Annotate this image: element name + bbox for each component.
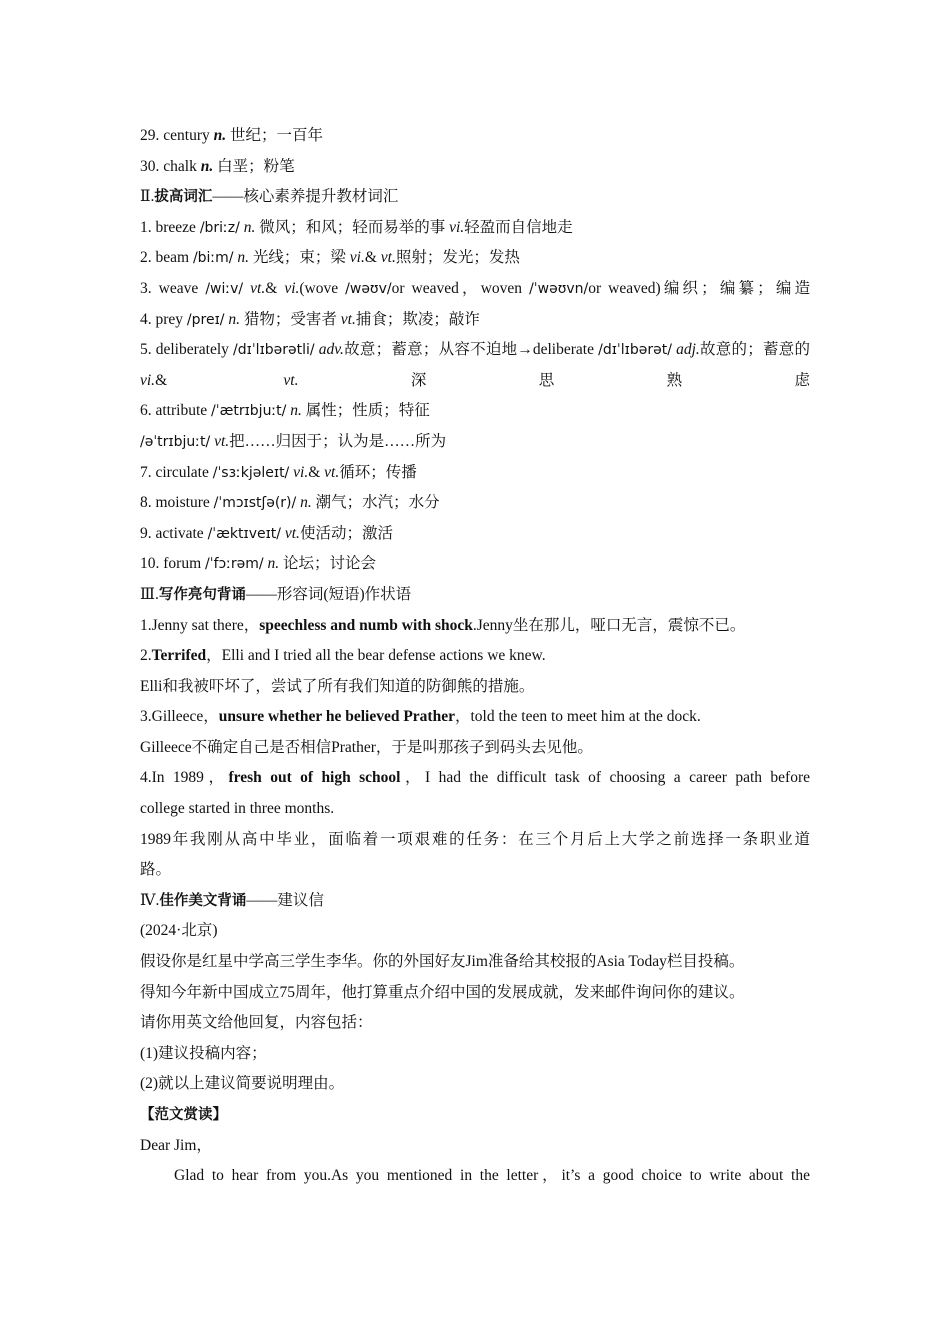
- document-body: [140, 121, 810, 1192]
- vocab-item-30: 30. chalk n. 白垩；粉笔: [140, 157, 295, 175]
- vocab-item-circulate: 7. circulate /ˈsɜːkjəleɪt/ vi.& vt.循环；传播: [140, 463, 417, 481]
- vocab-item-breeze: 1. breeze /briːz/ n. 微风；和风；轻而易举的事 vi.轻盈而自信地走: [140, 218, 573, 236]
- sentence-3: 3.Gilleece，unsure whether he believed Prather，told the teen to meet him at the dock.: [140, 708, 701, 726]
- sentence-2: 2.Terrifed，Elli and I tried all the bear defense actions we knew.: [140, 647, 546, 665]
- vocab-item-activate: 9. activate /ˈæktɪveɪt/ vt.使活动；激活: [140, 524, 393, 542]
- vocab-item-beam: 2. beam /biːm/ n. 光线；束；梁 vi.& vt.照射；发光；发热: [140, 249, 520, 267]
- sentence-4: 4.In 1989，fresh out of high school，I had the difficult task of choosing a career path before: [140, 769, 811, 787]
- sentence-2-translation: Elli和我被吓坏了，尝试了所有我们知道的防御熊的措施。: [140, 677, 535, 695]
- vocab-item-attribute: 6. attribute /ˈætrɪbjuːt/ n. 属性；性质；特征: [140, 402, 430, 420]
- vocab-item-29: 29. century n. 世纪；一百年: [140, 127, 323, 144]
- sample-greeting: Dear Jim，: [140, 1136, 212, 1154]
- vocab-item-moisture: 8. moisture /ˈmɔɪstʃə(r)/ n. 潮气；水汽；水分: [140, 494, 440, 512]
- task-item-2: (2)就以上建议简要说明理由。: [140, 1075, 345, 1093]
- section-heading-writing-sentences: Ⅲ.写作亮句背诵——形容词(短语)作状语: [140, 585, 412, 603]
- vocab-item-prey: 4. prey /preɪ/ n. 猎物；受害者 vt.捕食；欺凌；敲诈: [140, 310, 480, 328]
- task-item-1: (1)建议投稿内容；: [140, 1044, 267, 1062]
- vocab-item-forum: 10. forum /ˈfɔːrəm/ n. 论坛；讨论会: [140, 555, 377, 573]
- section-heading-model-essay: Ⅳ.佳作美文背诵——建议信: [140, 891, 324, 909]
- sample-header: 【范文赏读】: [140, 1107, 227, 1123]
- sentence-4-cont: college started in three months.: [140, 800, 335, 818]
- vocab-item-weave: 3. weave /wiːv/ vt.& vi.(wove /wəʊv/or weaved，woven /ˈwəʊvn/or weaved)编织；编纂；编造: [140, 279, 811, 297]
- task-source: (2024·北京): [140, 922, 218, 940]
- task-line-2: 得知今年新中国成立75周年，他打算重点介绍中国的发展成就，发来邮件询问你的建议。: [140, 983, 745, 1001]
- sentence-1: 1.Jenny sat there，speechless and numb with shock.Jenny坐在那儿，哑口无言，震惊不已。: [140, 616, 746, 634]
- task-line-3: 请你用英文给他回复，内容包括：: [140, 1014, 373, 1032]
- sentence-4-translation-cont: 路。: [140, 861, 172, 879]
- sentence-3-translation: Gilleece不确定自己是否相信Prather，于是叫那孩子到码头去见他。: [140, 738, 593, 756]
- section-heading-advanced-vocab: Ⅱ.拔高词汇——核心素养提升教材词汇: [140, 188, 399, 206]
- vocab-item-attribute-verb: /əˈtrɪbjuːt/ vt.把……归因于；认为是……所为: [140, 432, 447, 450]
- vocab-item-deliberately: 5. deliberately /dɪˈlɪbərətli/ adv.故意；蓄意；从容不迫地→deliberate /dɪˈlɪbərət/ adj.故意的；蓄意的 vi.& vt.深思熟虑: [140, 341, 810, 389]
- arrow-icon: →: [517, 341, 533, 359]
- task-line-1: 假设你是红星中学高三学生李华。你的外国好友Jim准备给其校报的Asia Today栏目投稿。: [140, 953, 745, 971]
- sample-paragraph-1: Glad to hear from you.As you mentioned in the letter，it’s a good choice to write about the: [174, 1167, 810, 1185]
- sentence-4-translation: 1989年我刚从高中毕业，面临着一项艰难的任务：在三个月后上大学之前选择一条职业道: [140, 830, 810, 848]
